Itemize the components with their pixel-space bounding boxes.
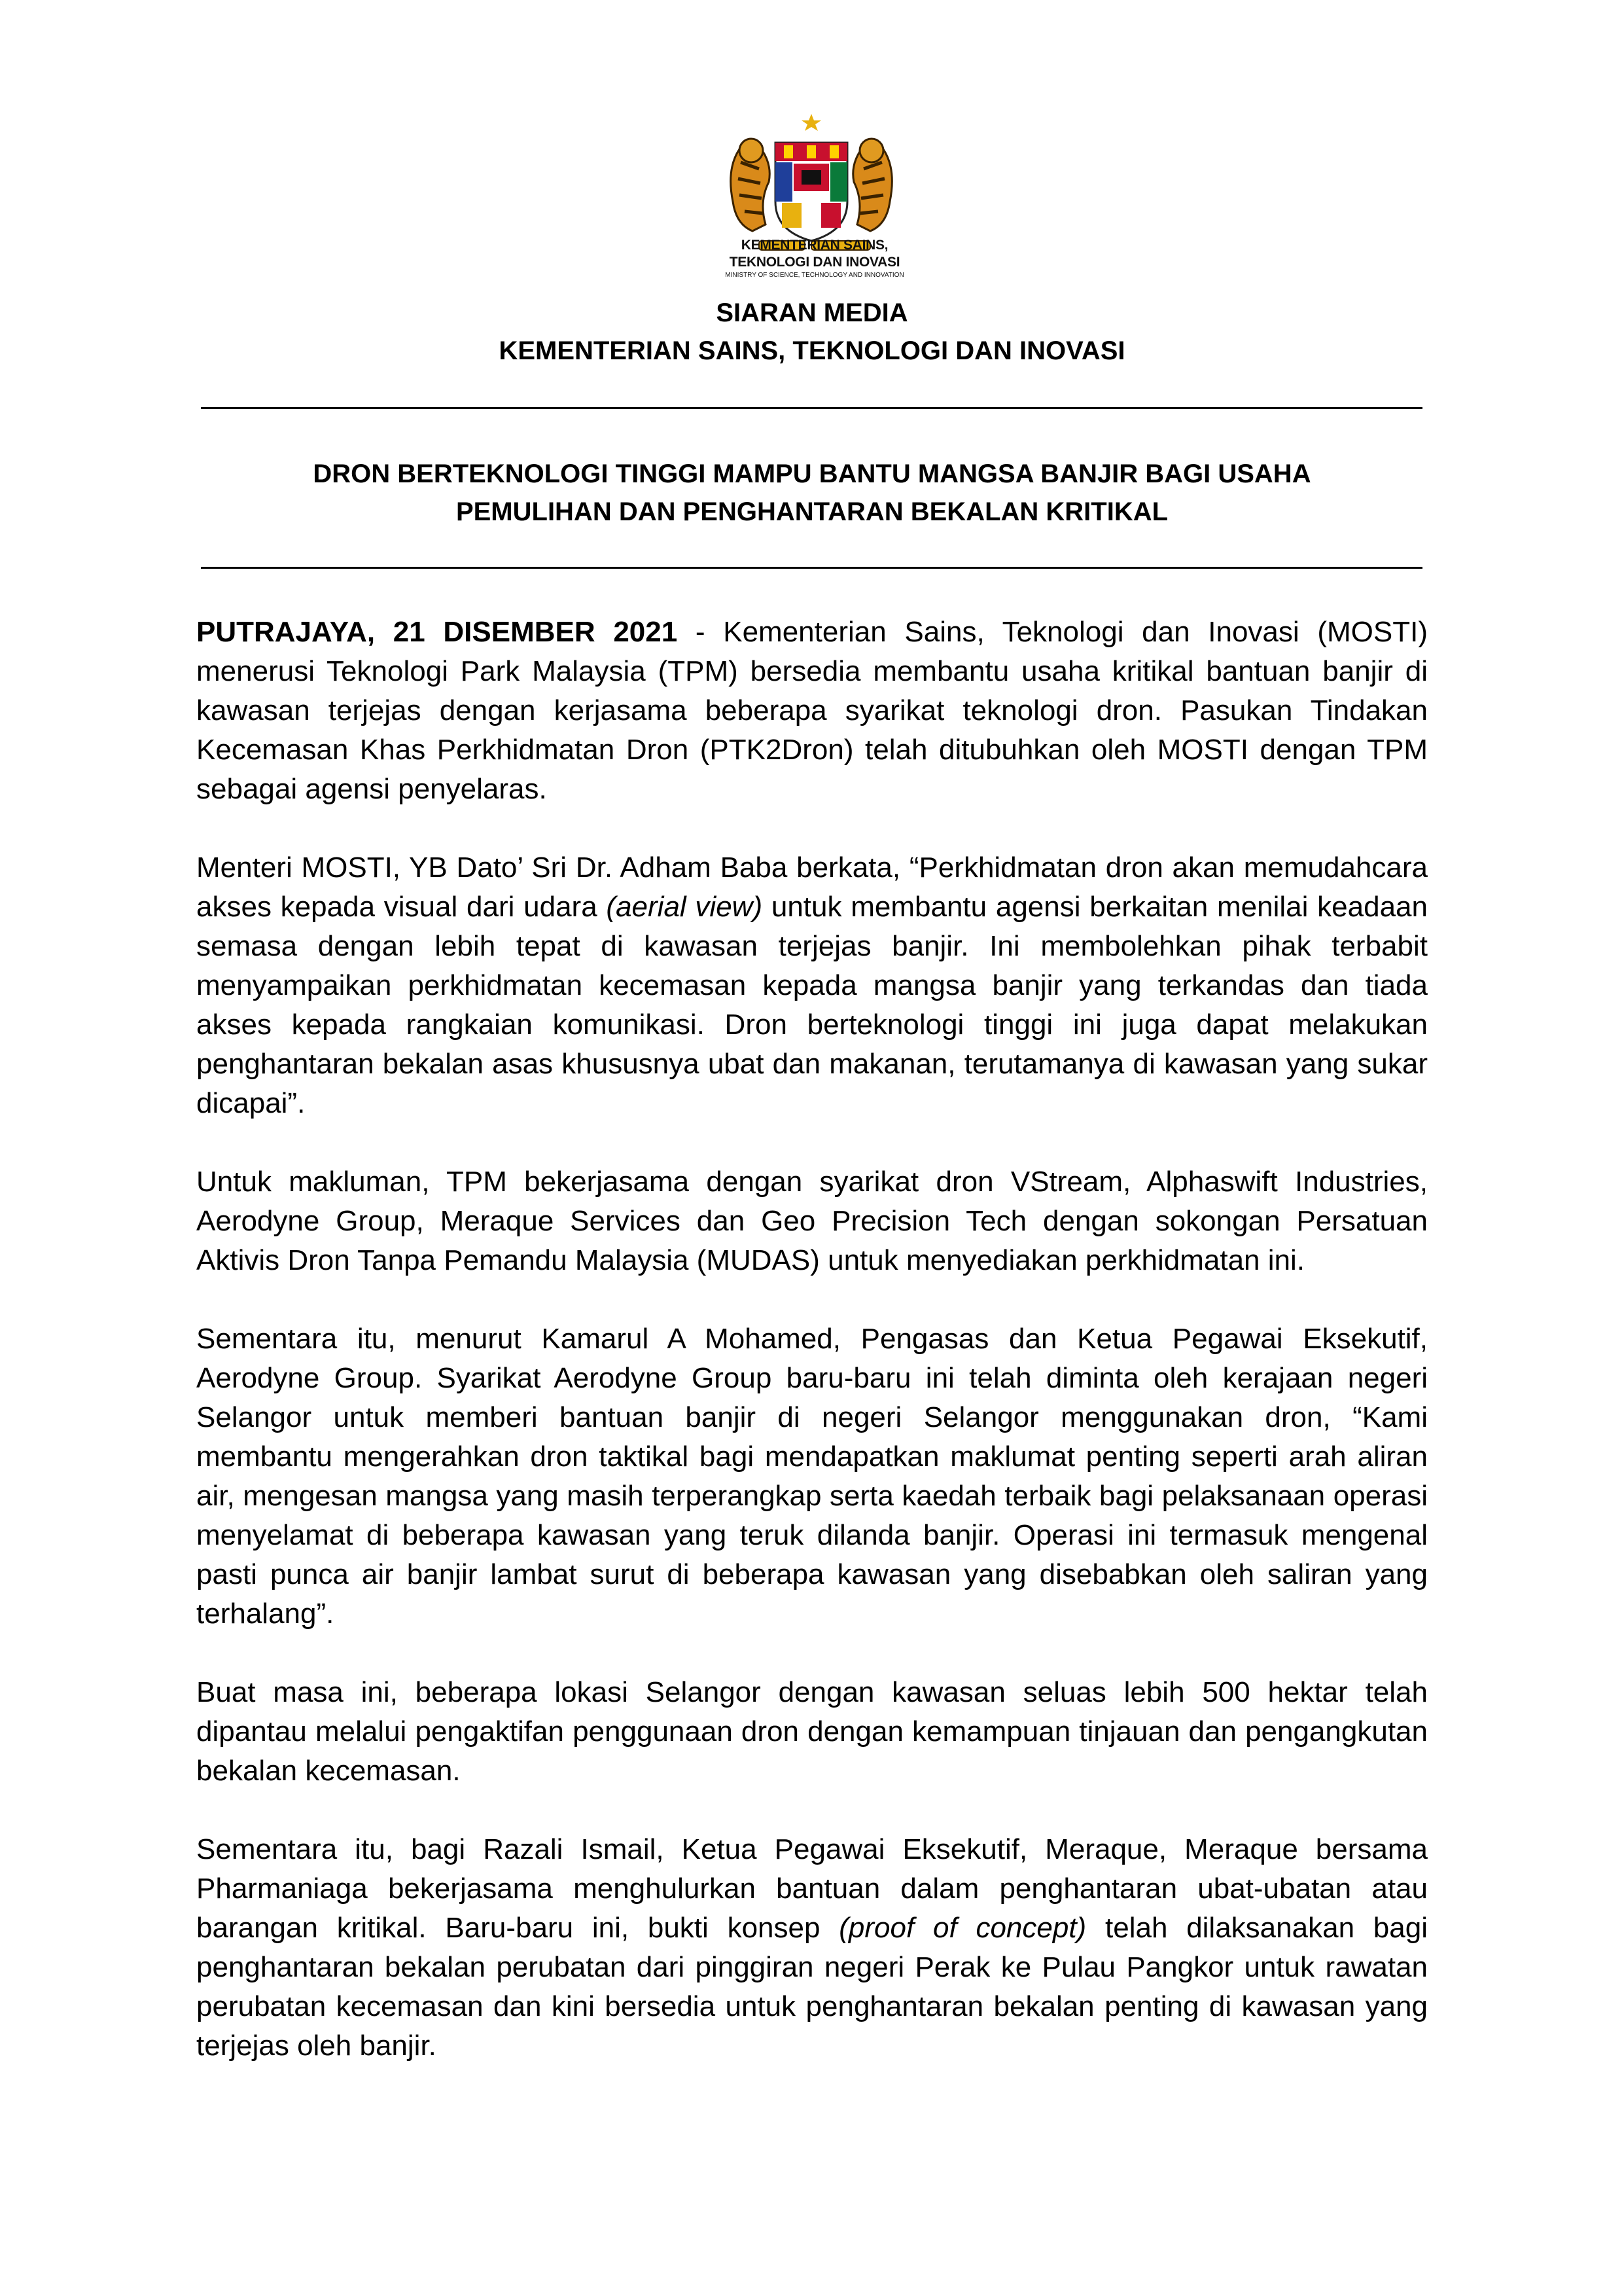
press-body: [196, 613, 1428, 2105]
paragraph-4: Sementara itu, menurut Kamarul A Mohamed, Pengasas dan Ketua Pegawai Eksekutif, Aerodyne Group. Syarikat Aerodyne Group baru-baru ini telah diminta oleh kerajaan negeri Selangor untuk memberi bantuan banjir di negeri Selangor menggunakan dron, “Kami membantu mengerahkan dron taktikal bagi mendapatkan maklumat penting seperti arah aliran air, mengesan mangsa yang masih terperangkap serta kaedah terbaik bagi pelaksanaan operasi menyelamat di beberapa kawasan yang teruk dilanda banjir. Operasi ini termasuk mengenal pasti punca air banjir lambat surut di beberapa kawasan yang disebabkan oleh saliran yang terhalang”.: [196, 1323, 1428, 1630]
dateline: PUTRAJAYA, 21 DISEMBER 2021: [196, 616, 678, 648]
divider-bottom: [201, 567, 1422, 569]
ministry-name-en: MINISTRY OF SCIENCE, TECHNOLOGY AND INNOVATION: [725, 272, 904, 279]
paragraph-2: [196, 848, 1428, 1123]
ministry-name-line2: TEKNOLOGI DAN INOVASI: [729, 255, 900, 270]
paragraph-1: [196, 613, 1428, 809]
ministry-logo-text: [707, 237, 923, 280]
paragraph-3: Untuk makluman, TPM bekerjasama dengan syarikat dron VStream, Alphaswift Industries, Aerodyne Group, Meraque Services dan Geo Precision Tech dengan sokongan Persatuan Aktivis Dron Tanpa Pemandu Malaysia (MUDAS) untuk menyediakan perkhidmatan ini.: [196, 1166, 1428, 1276]
ministry-name-line1: KEMENTERIAN SAINS,: [741, 238, 889, 253]
paragraph-6: [196, 1830, 1428, 2066]
headline-line2: PEMULIHAN DAN PENGHANTARAN BEKALAN KRITIKAL: [455, 497, 1169, 526]
title-block: [196, 294, 1428, 370]
paragraph-1-text: - Kementerian Sains, Teknologi dan Inovasi (MOSTI) menerusi Teknologi Park Malaysia (TPM) bersedia membantu usaha kritikal bantuan banjir di kawasan terjejas dengan kerjasama beberapa syarikat teknologi dron. Pasukan Tindakan Kecemasan Khas Perkhidmatan Dron (PTK2Dron) telah ditubuhkan oleh MOSTI dengan TPM sebagai agensi penyelaras.: [196, 616, 1428, 805]
paragraph-5: Buat masa ini, beberapa lokasi Selangor dengan kawasan seluas lebih 500 hektar telah dipantau melalui pengaktifan penggunaan dron dengan kemampuan tinjauan dan pengangkutan bekalan kecemasan.: [196, 1676, 1428, 1787]
paragraph-6-text-a: Sementara itu, bagi Razali Ismail, Ketua Pegawai Eksekutif, Meraque, Meraque bersama Pharmaniaga bekerjasama menghulurkan bantuan dalam penghantaran ubat-ubatan atau barangan kritikal. Baru-baru ini, bukti konsep: [196, 1833, 1428, 1944]
paragraph-6-text-b: telah dilaksanakan bagi penghantaran bekalan perubatan dari pinggiran negeri Perak ke Pulau Pangkor untuk rawatan perubatan kecemasan dan kini bersedia untuk penghantaran bekalan penting di kawasan yang terjejas oleh banjir.: [196, 1912, 1428, 2062]
headline-line1: DRON BERTEKNOLOGI TINGGI MAMPU BANTU MANGSA BANJIR BAGI USAHA: [313, 459, 1311, 488]
headline: [196, 455, 1428, 531]
paragraph-2-text-a: Menteri MOSTI, YB Dato’ Sri Dr. Adham Baba berkata, “Perkhidmatan dron akan memudahcara akses kepada visual dari udara: [196, 852, 1428, 923]
doc-type-title: SIARAN MEDIA: [716, 298, 908, 327]
divider-top: [201, 407, 1422, 409]
ministry-full-name: KEMENTERIAN SAINS, TEKNOLOGI DAN INOVASI: [499, 336, 1125, 365]
paragraph-2-italic: (aerial view): [606, 891, 763, 923]
paragraph-2-text-b: untuk membantu agensi berkaitan menilai keadaan semasa dengan lebih tepat di kawasan terjejas banjir. Ini membolehkan pihak terbabit menyampaikan perkhidmatan kecemasan kepada mangsa banjir yang terkandas dan tiada akses kepada rangkaian komunikasi. Dron berteknologi tinggi ini juga dapat melakukan penghantaran bekalan asas khususnya ubat dan makanan, terutamanya di kawasan yang sukar dicapai”.: [196, 891, 1428, 1119]
paragraph-6-italic: (proof of concept): [839, 1912, 1087, 1944]
